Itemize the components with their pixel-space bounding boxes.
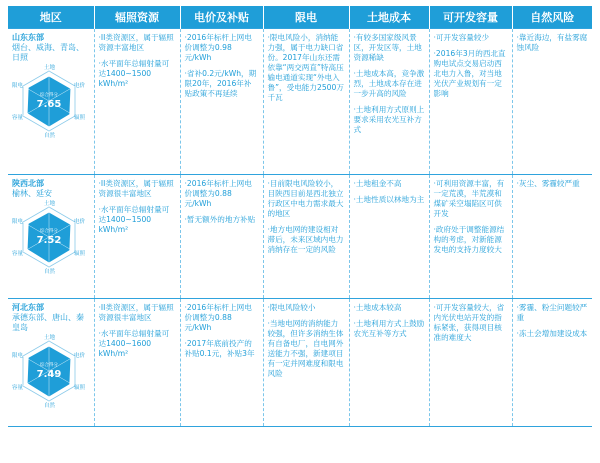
bullet-text: ·土地租金不高 — [353, 179, 402, 188]
radar-label-upper-left: 限电 — [12, 83, 24, 89]
region-name: 山东东部 — [12, 33, 44, 42]
natural-risk-cell — [512, 175, 592, 299]
score-caption: 综合得分 — [40, 229, 58, 234]
curtailment-cell — [263, 175, 349, 299]
header-region: 地区 — [8, 6, 94, 29]
radar-label-upper-left: 限电 — [12, 353, 24, 359]
irradiation-cell — [94, 29, 180, 175]
natural-risk-cell — [512, 299, 592, 427]
bullet-text: ·政府处于调整能源结构的考虑，对新能源发电的支持力度较大 — [433, 225, 505, 254]
radar-label-bottom: 自然 — [44, 133, 56, 139]
radar-label-lower-left: 容量 — [12, 251, 24, 257]
table-row — [8, 175, 592, 299]
bullet-text: ·土地利用方式上鼓励农光互补等方式 — [353, 319, 425, 338]
radar-label-lower-left: 容量 — [12, 115, 24, 121]
bullet-text: ·土地成本较高 — [353, 303, 402, 312]
bullet-text: ·目前限电风险较小，目陕西目前是西北独立行政区中电力需求最大的地区 — [267, 179, 344, 218]
irradiation-cell — [94, 299, 180, 427]
bullet-text: ·限电风险较小 — [267, 303, 316, 312]
score-badge — [35, 229, 63, 251]
score-caption: 综合得分 — [40, 363, 58, 368]
bullet-text: ·雾霾、粉尘问题较严重 — [516, 303, 588, 322]
bullet-text: ·水平面年总辐射量可达1400~1500 kWh/m² — [98, 59, 170, 88]
land-cost-cell — [349, 299, 429, 427]
score-value: 7.52 — [36, 235, 62, 246]
bullet-text: ·水平面年总辐射量可达1400~1600 kWh/m² — [98, 329, 170, 358]
region-name: 河北东部 — [12, 303, 44, 312]
irradiation-cell — [94, 175, 180, 299]
bullet-text: ·土地利用方式原则上要求采用农光互补方式 — [353, 105, 425, 134]
score-value: 7.65 — [36, 99, 62, 110]
bullet-text: ·可开发容量较少 — [433, 33, 490, 42]
score-caption: 综合得分 — [40, 93, 58, 98]
bullet-text: ·当地电网的消纳能力较强，但许多消纳生体有自备电厂，自电网外送能力不强，新建项目有一定并网难度和限电风险 — [267, 319, 344, 378]
bullet-text: ·有较多国家级风景区，开发区等，土地资源稀缺 — [353, 33, 422, 62]
bullet-text: ·冻土会增加建设成本 — [516, 329, 588, 338]
header-capacity: 可开发容量 — [429, 6, 512, 29]
radar-label-upper-left: 限电 — [12, 219, 24, 225]
price-subsidy-cell — [180, 29, 263, 175]
radar-label-bottom: 自然 — [44, 269, 56, 275]
bullet-text: ·水平面年总辐射量可达1400~1500 kWh/m² — [98, 205, 170, 234]
region-cell — [8, 29, 94, 175]
radar-chart — [12, 201, 86, 283]
bullet-text: ·可利用资源丰富，有一定荒漠，半荒漠和煤矿采空塌陷区可供开发 — [433, 179, 505, 218]
radar-label-top: 土地 — [44, 335, 56, 341]
bullet-text: ·2017年底前投产的补贴0.1元，补贴3年 — [184, 339, 255, 358]
land-cost-cell — [349, 29, 429, 175]
bullet-text: ·2016年标杆上网电价调整为0.88元/kWh — [184, 179, 252, 208]
table-body — [8, 29, 592, 427]
radar-label-lower-left: 容量 — [12, 385, 24, 391]
bullet-text: ·省补0.2元/kWh，期限20年，2016年补贴政策不再延续 — [184, 69, 257, 98]
radar-chart — [12, 335, 86, 417]
header-irradiation: 辐照资源 — [94, 6, 180, 29]
bullet-text: ·II类资源区，属于辐照资源很丰富地区 — [98, 303, 174, 322]
header-curtailment: 限电 — [263, 6, 349, 29]
bullet-text: ·靠近海边，有盐雾腐蚀风险 — [516, 33, 588, 52]
radar-label-upper-right: 电价 — [74, 83, 86, 89]
table-row — [8, 299, 592, 427]
radar-label-lower-right: 辐照 — [74, 115, 86, 121]
score-value: 7.49 — [36, 369, 62, 380]
bullet-text: ·地方电网的建设相对滞后，未来区域内电力消纳存在一定的风险 — [267, 225, 344, 254]
region-cell — [8, 175, 94, 299]
natural-risk-cell — [512, 29, 592, 175]
score-badge — [35, 363, 63, 385]
header-natural-risk: 自然风险 — [512, 6, 592, 29]
radar-chart — [12, 65, 86, 147]
price-subsidy-cell — [180, 299, 263, 427]
land-cost-cell — [349, 175, 429, 299]
curtailment-cell — [263, 299, 349, 427]
bullet-text: ·2016年标杆上网电价调整为0.88元/kWh — [184, 303, 252, 332]
capacity-cell — [429, 175, 512, 299]
bullet-text: ·可开发容量较大，省内光伏电站开发的指标紧张，获得项目核准的难度大 — [433, 303, 505, 342]
radar-label-top: 土地 — [44, 65, 56, 71]
region-name: 陕西北部 — [12, 179, 44, 188]
header-land-cost: 土地成本 — [349, 6, 429, 29]
bullet-text: ·土地成本高，竞争激烈，土地成本存在进一步升高的风险 — [353, 69, 425, 98]
table-row — [8, 29, 592, 175]
capacity-cell — [429, 29, 512, 175]
bullet-text: ·灰尘、雾霾较严重 — [516, 179, 580, 188]
region-cities: 烟台、威海、青岛、日照 — [12, 43, 84, 62]
radar-label-upper-right: 电价 — [74, 219, 86, 225]
header-price-subsidy: 电价及补贴 — [180, 6, 263, 29]
radar-label-lower-right: 辐照 — [74, 251, 86, 257]
capacity-cell — [429, 299, 512, 427]
header-row — [8, 6, 592, 29]
radar-label-bottom: 自然 — [44, 403, 56, 409]
curtailment-cell — [263, 29, 349, 175]
radar-label-top: 土地 — [44, 201, 56, 207]
bullet-text: ·II类资源区，属于辐照资源丰富地区 — [98, 33, 174, 52]
bullet-text: ·土地性质以林地为主 — [353, 195, 425, 204]
radar-label-upper-right: 电价 — [74, 353, 86, 359]
bullet-text: ·2016年3月的西北直购电试点交易启动西北电力入鲁，对当地光伏产业规划有一定影响 — [433, 49, 506, 98]
region-cities: 承德东部、唐山、秦皇岛 — [12, 313, 84, 332]
price-subsidy-cell — [180, 175, 263, 299]
score-badge — [35, 93, 63, 115]
bullet-text: ·暂无额外的地方补贴 — [184, 215, 256, 224]
bullet-text: ·限电风险小，消纳能力强，属于电力缺口省份。2017年山东还需依靠“两交两直”特高压输电通道实现“外电入鲁”，受电能力2500万千瓦 — [267, 33, 344, 102]
region-cell — [8, 299, 94, 427]
radar-label-lower-right: 辐照 — [74, 385, 86, 391]
comparison-table — [8, 6, 592, 426]
bullet-text: ·2016年标杆上网电价调整为0.98元/kWh — [184, 33, 252, 62]
bullet-text: ·II类资源区，属于辐照资源很丰富地区 — [98, 179, 174, 198]
region-cities: 榆林、延安 — [12, 189, 52, 198]
